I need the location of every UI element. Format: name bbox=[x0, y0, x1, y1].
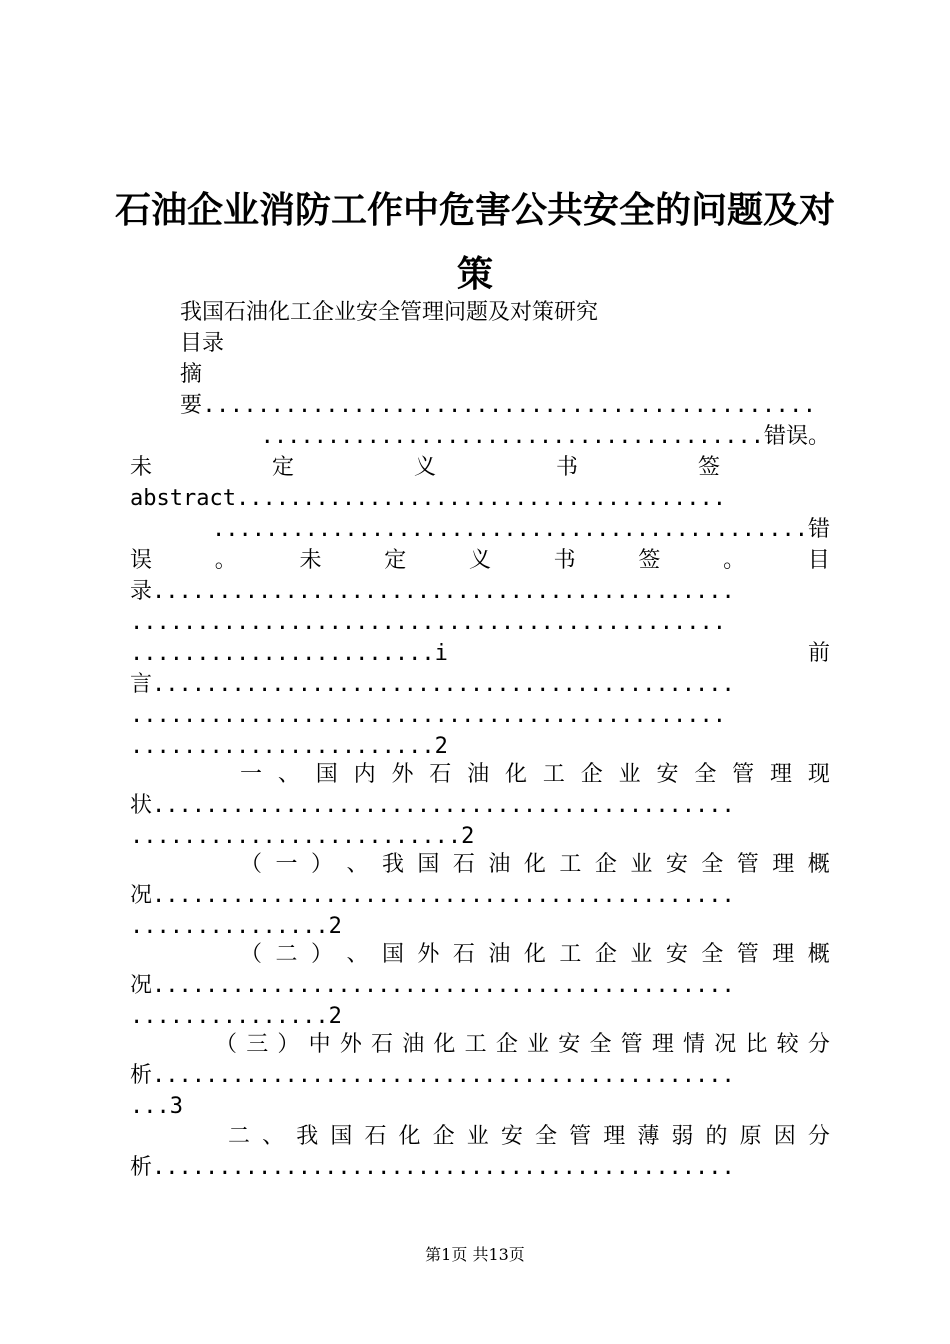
toc-line-spread bbox=[130, 453, 720, 483]
spread-char: 定 bbox=[271, 455, 294, 480]
spread-char: 理 bbox=[770, 762, 793, 787]
spread-char: 工 bbox=[464, 1032, 487, 1057]
toc-line: abstract..................................... bbox=[130, 486, 727, 511]
spread-char: 现 bbox=[807, 762, 830, 787]
spread-char: 义 bbox=[468, 548, 491, 573]
spread-char: （ bbox=[240, 852, 263, 877]
spread-char: （ bbox=[240, 942, 263, 967]
spread-char: ） bbox=[277, 1032, 300, 1057]
toc-line-spread bbox=[215, 1030, 830, 1060]
toc-line: 录............................................ bbox=[130, 579, 735, 604]
spread-char: 中 bbox=[308, 1032, 331, 1057]
spread-char: 国 bbox=[381, 942, 404, 967]
spread-char: 油 bbox=[488, 852, 511, 877]
spread-char: 一 bbox=[240, 762, 263, 787]
spread-char: 管 bbox=[736, 852, 759, 877]
spread-char: 。 bbox=[214, 548, 237, 573]
spread-char: 未 bbox=[299, 548, 322, 573]
spread-char: 管 bbox=[732, 762, 755, 787]
spread-char: ） bbox=[310, 942, 333, 967]
page-footer: 第1页 共13页 bbox=[425, 1245, 525, 1264]
toc-line-spread bbox=[130, 546, 830, 576]
spread-char: 业 bbox=[466, 1124, 489, 1149]
spread-char: 二 bbox=[275, 942, 298, 967]
spread-char: 企 bbox=[594, 942, 617, 967]
spread-char: 。 bbox=[723, 548, 746, 573]
toc-line-spread bbox=[240, 850, 830, 880]
toc-line: 况............................................ bbox=[130, 883, 735, 908]
subtitle: 我国石油化工企业安全管理问题及对策研究 bbox=[180, 300, 599, 325]
spread-char: 情 bbox=[683, 1032, 706, 1057]
spread-char: 油 bbox=[467, 762, 490, 787]
spread-char: 化 bbox=[523, 852, 546, 877]
spread-char: 内 bbox=[353, 762, 376, 787]
spread-char: 我 bbox=[296, 1124, 319, 1149]
toc-line: 要............................................. bbox=[180, 393, 817, 418]
spread-char: 油 bbox=[488, 942, 511, 967]
spread-char: 石 bbox=[429, 762, 452, 787]
spread-char: 化 bbox=[505, 762, 528, 787]
spread-char: 企 bbox=[594, 852, 617, 877]
spread-char: 石 bbox=[371, 1032, 394, 1057]
spread-char: 书 bbox=[555, 455, 578, 480]
spread-char: 、 bbox=[277, 762, 300, 787]
spread-char: 签 bbox=[697, 455, 720, 480]
spread-char: 国 bbox=[330, 1124, 353, 1149]
spread-char: 义 bbox=[413, 455, 436, 480]
spread-char: 书 bbox=[553, 548, 576, 573]
toc-line: ......................................错误。 bbox=[260, 424, 830, 449]
spread-char: 概 bbox=[807, 942, 830, 967]
spread-char: 理 bbox=[772, 852, 795, 877]
spread-char: 原 bbox=[739, 1124, 762, 1149]
spread-char: 外 bbox=[417, 942, 440, 967]
toc-line-spread bbox=[240, 940, 830, 970]
spread-char: 化 bbox=[433, 1032, 456, 1057]
toc-line-spread bbox=[240, 760, 830, 790]
spread-char: 、 bbox=[262, 1124, 285, 1149]
spread-char: 弱 bbox=[671, 1124, 694, 1149]
spread-char: 安 bbox=[665, 852, 688, 877]
spread-char: 安 bbox=[500, 1124, 523, 1149]
spread-char: 石 bbox=[452, 852, 475, 877]
spread-char: 理 bbox=[651, 1032, 674, 1057]
spread-char: 工 bbox=[559, 852, 582, 877]
spread-char: 业 bbox=[630, 852, 653, 877]
spread-char: 定 bbox=[384, 548, 407, 573]
spread-char: 概 bbox=[807, 852, 830, 877]
spread-char: 的 bbox=[705, 1124, 728, 1149]
spread-char: 理 bbox=[603, 1124, 626, 1149]
spread-char: 业 bbox=[618, 762, 641, 787]
toc-line: 析............................................ bbox=[130, 1063, 735, 1088]
toc-line: .........................2 bbox=[130, 824, 475, 849]
spread-char: 安 bbox=[656, 762, 679, 787]
toc-line: .............................................错 bbox=[211, 517, 830, 542]
spread-char: 全 bbox=[694, 762, 717, 787]
spread-char: 企 bbox=[432, 1124, 455, 1149]
spread-char: 二 bbox=[228, 1124, 251, 1149]
spread-char: 外 bbox=[391, 762, 414, 787]
spread-char: 石 bbox=[364, 1124, 387, 1149]
toc-line: ...............2 bbox=[130, 914, 342, 939]
toc-line: ...............2 bbox=[130, 1004, 342, 1029]
spread-char: 业 bbox=[630, 942, 653, 967]
spread-char: 目 bbox=[807, 548, 830, 573]
spread-char: 管 bbox=[620, 1032, 643, 1057]
spread-char: 安 bbox=[665, 942, 688, 967]
spread-char: 三 bbox=[246, 1032, 269, 1057]
spread-char: 分 bbox=[807, 1124, 830, 1149]
toc-line: ...3 bbox=[130, 1094, 183, 1119]
toc-leader: .......................i bbox=[130, 641, 448, 666]
spread-char: 企 bbox=[580, 762, 603, 787]
spread-char: 全 bbox=[534, 1124, 557, 1149]
spread-char: 况 bbox=[714, 1032, 737, 1057]
spread-char: 因 bbox=[773, 1124, 796, 1149]
spread-char: 理 bbox=[772, 942, 795, 967]
spread-char: 安 bbox=[558, 1032, 581, 1057]
spread-char: ） bbox=[310, 852, 333, 877]
spread-char: 化 bbox=[398, 1124, 421, 1149]
spread-char: 全 bbox=[589, 1032, 612, 1057]
spread-char: 管 bbox=[569, 1124, 592, 1149]
spread-char: 、 bbox=[346, 942, 369, 967]
document-title: 石油企业消防工作中危害公共安全的问题及对策 bbox=[114, 189, 835, 295]
toc-line: .......................2 bbox=[130, 734, 448, 759]
spread-char: 全 bbox=[701, 942, 724, 967]
spread-char: 工 bbox=[542, 762, 565, 787]
toc-line: 言............................................ bbox=[130, 672, 735, 697]
spread-char: 比 bbox=[745, 1032, 768, 1057]
spread-char: 化 bbox=[523, 942, 546, 967]
toc-line: 状............................................ bbox=[130, 793, 735, 818]
spread-char: 全 bbox=[701, 852, 724, 877]
spread-char: 未 bbox=[130, 455, 153, 480]
spread-char: 薄 bbox=[637, 1124, 660, 1149]
spread-char: 工 bbox=[559, 942, 582, 967]
spread-char: 较 bbox=[776, 1032, 799, 1057]
spread-char: 国 bbox=[417, 852, 440, 877]
spread-char: 一 bbox=[275, 852, 298, 877]
spread-char: 我 bbox=[381, 852, 404, 877]
spread-char: 管 bbox=[736, 942, 759, 967]
toc-line-with-page bbox=[130, 639, 830, 669]
spread-char: 油 bbox=[402, 1032, 425, 1057]
spread-char: 、 bbox=[346, 852, 369, 877]
spread-char: 签 bbox=[638, 548, 661, 573]
toc-line: ............................................. bbox=[130, 703, 727, 728]
spread-char: （ bbox=[215, 1032, 238, 1057]
toc-text: 前 bbox=[807, 641, 830, 666]
toc-line: 析............................................ bbox=[130, 1155, 735, 1180]
toc-heading: 目录 bbox=[180, 331, 225, 356]
toc-line-spread bbox=[228, 1122, 830, 1152]
toc-line: ............................................. bbox=[130, 610, 727, 635]
spread-char: 外 bbox=[339, 1032, 362, 1057]
spread-char: 企 bbox=[495, 1032, 518, 1057]
spread-char: 国 bbox=[315, 762, 338, 787]
spread-char: 石 bbox=[452, 942, 475, 967]
spread-char: 分 bbox=[807, 1032, 830, 1057]
toc-line: 摘 bbox=[180, 362, 203, 387]
spread-char: 业 bbox=[527, 1032, 550, 1057]
spread-char: 误 bbox=[130, 548, 153, 573]
toc-line: 况............................................ bbox=[130, 973, 735, 998]
